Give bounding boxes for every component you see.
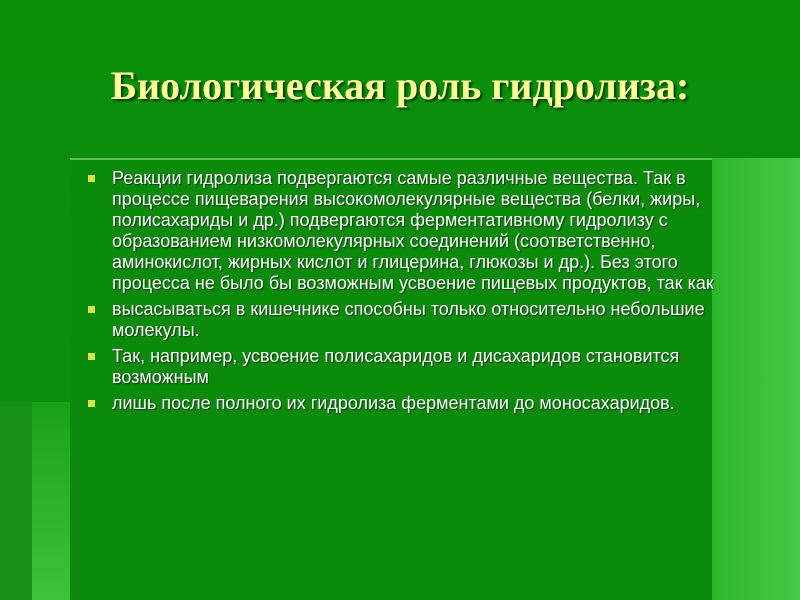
bullet-text: Так, например, усвоение полисахаридов и дисахаридов становится возможным <box>112 346 680 387</box>
bullet-text: лишь после полного их гидролиза ферментами до моносахаридов. <box>112 393 675 413</box>
list-item <box>88 393 728 414</box>
decor-left-block <box>0 402 32 600</box>
slide-title: Биологическая роль гидролиза: <box>110 63 690 108</box>
list-item <box>88 168 728 294</box>
list-item <box>88 299 728 341</box>
bullet-list <box>88 168 728 419</box>
square-bullet-icon <box>88 175 95 182</box>
bullet-text: Реакции гидролиза подвергаются самые различные вещества. Так в процессе пищеварения высокомолекулярные вещества (белки, жиры, полисахариды и др.) подвергаются ферментативному гидролизу с образованием низкомолекулярных соединений (соответственно, аминокислот, жирных кислот и глицерина, глюкозы и др.). Без этого процесса не было бы возможным усвоение пищевых продуктов, так как <box>112 168 714 293</box>
title-divider <box>70 158 712 160</box>
bullet-text: высасываться в кишечнике способны только относительно небольшие молекулы. <box>112 299 705 340</box>
list-item <box>88 346 728 388</box>
square-bullet-icon <box>88 400 95 407</box>
square-bullet-icon <box>88 306 95 313</box>
square-bullet-icon <box>88 353 95 360</box>
